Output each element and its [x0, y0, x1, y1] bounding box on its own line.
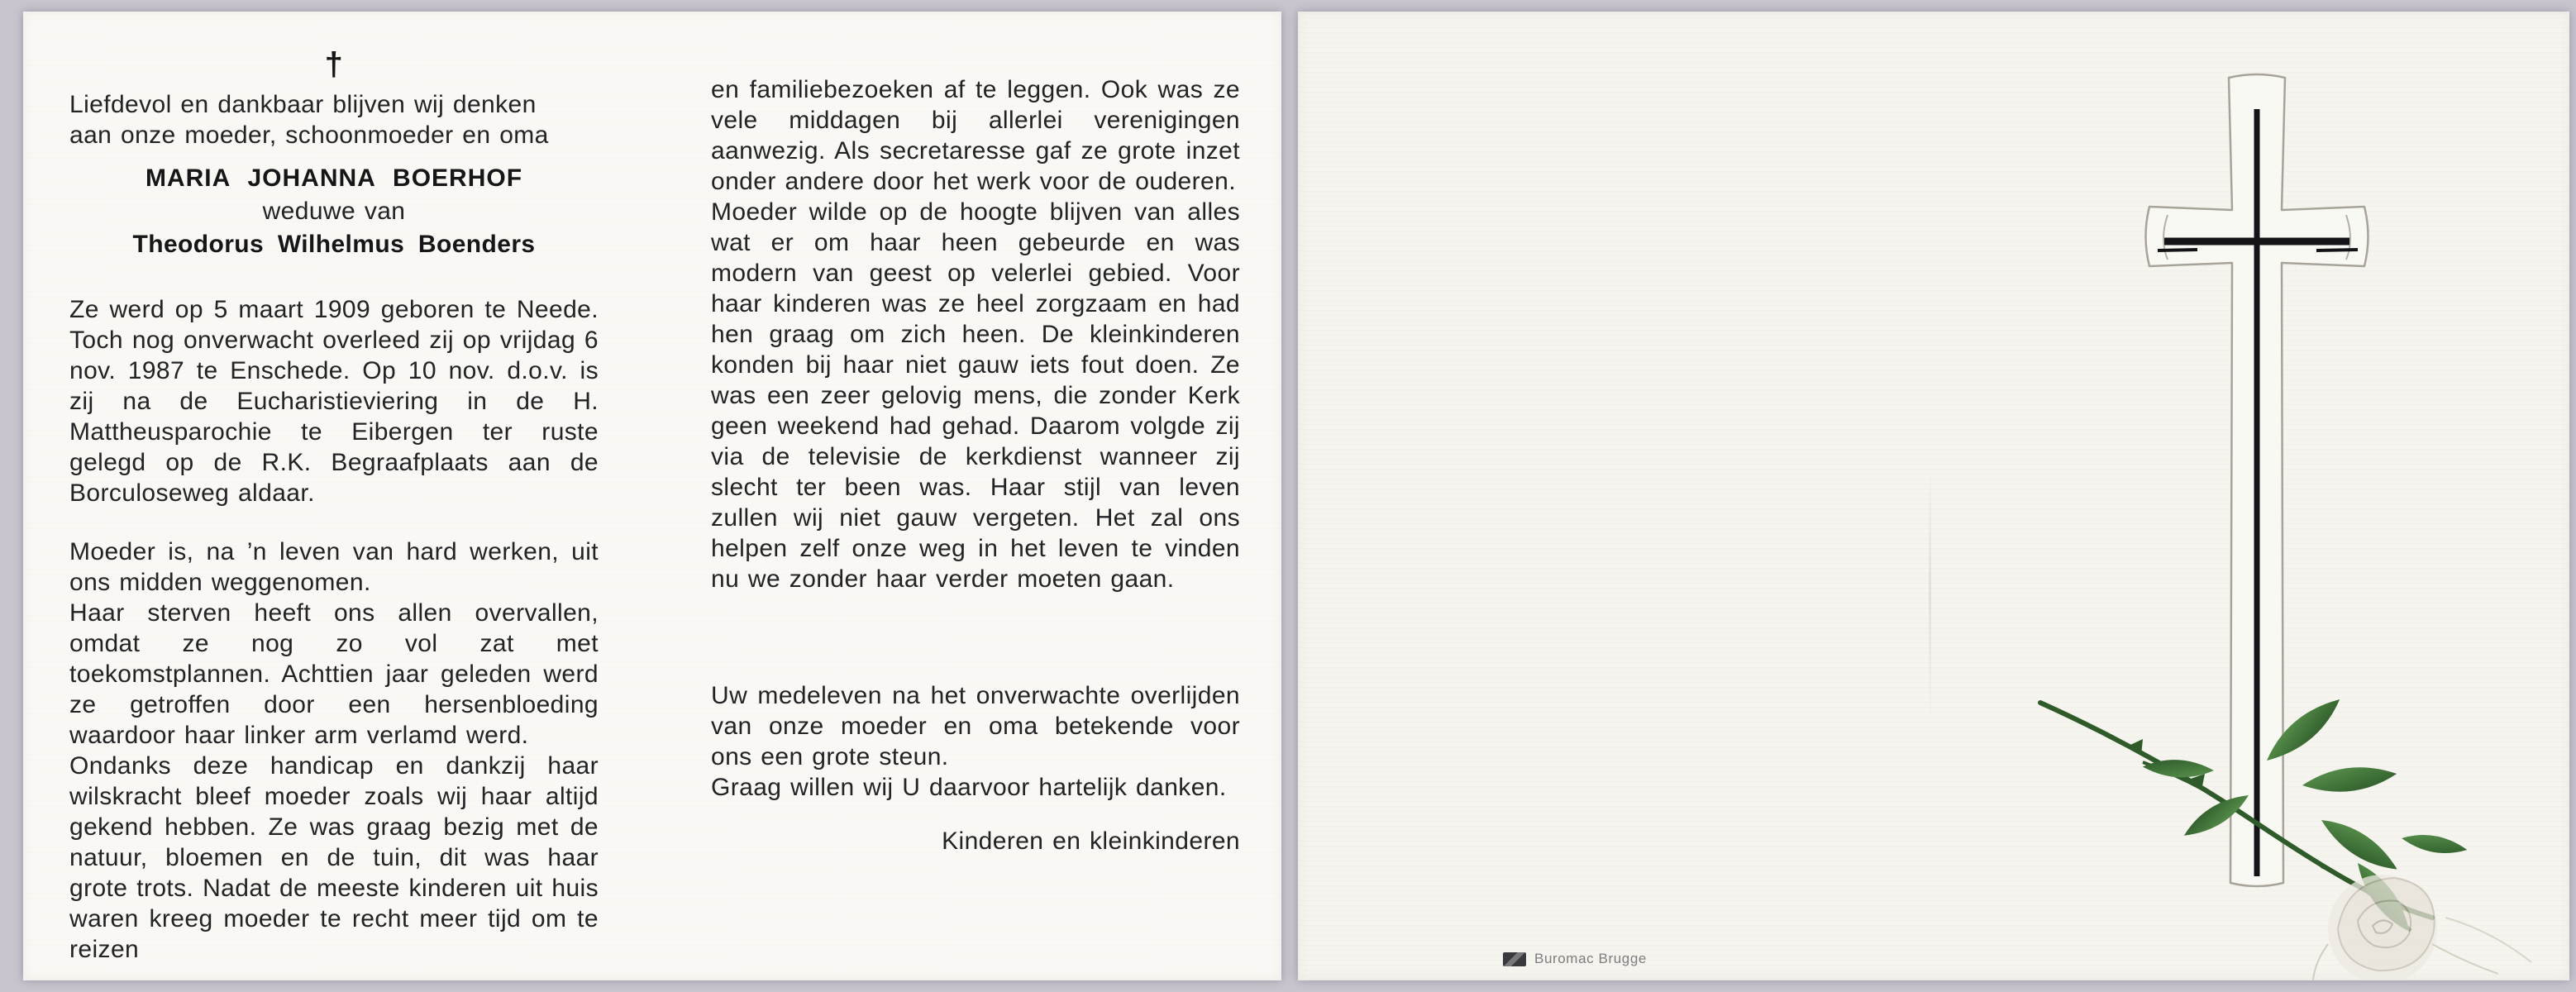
intro-line-2: aan onze moeder, schoonmoeder en oma	[69, 122, 549, 149]
rose-bloom-illustration	[2313, 875, 2531, 980]
condolence-paragraph: Uw medeleven na het onverwachte overlijden van onze moeder en oma betekende voor ons een grote steun.	[711, 682, 1240, 770]
thanks-paragraph: Graag willen wij U daarvoor hartelijk danken.	[711, 774, 1227, 801]
deceased-name: MARIA JOHANNA BOERHOF	[145, 165, 523, 192]
dagger-icon: †	[324, 46, 344, 83]
widow-label: weduwe van	[262, 198, 406, 225]
biography-paragraph-3: Haar sterven heeft ons allen overvallen, omdat ze nog zo vol zat met toekomstplannen. Achttien jaar geleden werd ze getroffen door een hersenbloeding waardoor haar linker arm verlamd werd.	[69, 599, 599, 749]
publisher-name: Buromac Brugge	[1534, 951, 1647, 966]
column-1	[69, 46, 599, 965]
illustration-page	[1298, 12, 2569, 980]
spouse-name: Theodorus Wilhelmus Boenders	[132, 231, 536, 258]
cross-and-rose-illustration	[1298, 12, 2569, 980]
biography-paragraph-2: Moeder is, na ’n leven van hard werken, uit ons midden weggenomen.	[69, 538, 599, 596]
left-page	[23, 12, 1281, 980]
biography-paragraph-1: Ze werd op 5 maart 1909 geboren te Neede. Toch nog onverwacht overleed zij op vrijdag 6 nov. 1987 te Enschede. Op 10 nov. d.o.v. is zij na de Eucharistieviering in de H. Mattheusparochie te Eibergen ter ruste gelegd op de R.K. Begraafplaats aan de Borculoseweg aldaar.	[69, 296, 599, 507]
biography-paragraph-4: Ondanks deze handicap en dankzij haar wilskracht bleef moeder zoals wij haar altijd gekend hebben. Ze was graag bezig met de natuur, bloemen en de tuin, dit was haar grote trots. Nadat de meeste kinderen uit huis waren kreeg moeder te recht meer tijd om te reizen	[69, 752, 599, 963]
signature: Kinderen en kleinkinderen	[942, 827, 1240, 855]
publisher-mark	[1503, 951, 1647, 967]
publisher-logo-icon	[1503, 952, 1526, 966]
biography-paragraph-5: en familiebezoeken af te leggen. Ook was ze vele middagen bij allerlei verenigingen aanwezig. Als secretaresse gaf ze grote inzet onder andere door het werk voor de ouderen.	[711, 76, 1240, 195]
column-2	[711, 74, 1240, 856]
biography-paragraph-6: Moeder wilde op de hoogte blijven van alles wat er om haar heen gebeurde en was modern van geest op velerlei gebied. Voor haar kinderen was ze heel zorgzaam en had hen graag om zich heen. De kleinkinderen konden bij haar niet gauw iets fout doen. Ze was een zeer gelovig mens, die zonder Kerk geen weekend had gehad. Daarom volgde zij via de televisie de kerkdienst wanneer zij slecht ter been was. Haar stijl van leven zullen wij niet gauw vergeten. Het zal ons helpen zelf onze weg in het leven te vinden nu we zonder haar verder moeten gaan.	[711, 198, 1240, 593]
intro-line-1: Liefdevol en dankbaar blijven wij denken	[69, 91, 537, 118]
intro-text	[69, 89, 599, 150]
